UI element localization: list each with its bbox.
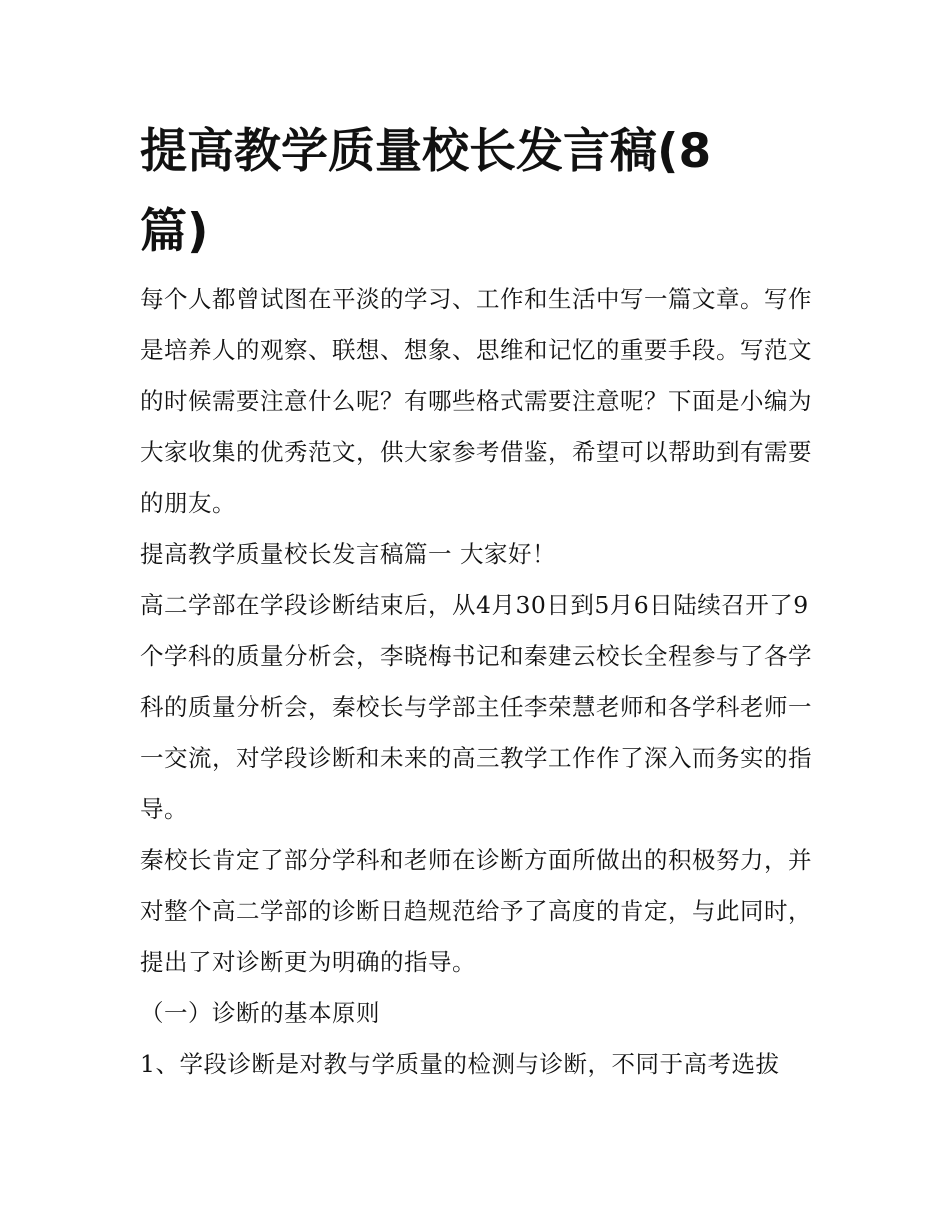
document-body: [140, 274, 820, 1090]
paragraph-subheading: （一）诊断的基本原则: [140, 999, 380, 1027]
paragraph-affirmation: 秦校长肯定了部分学科和老师在诊断方面所做出的积极努力，并对整个高二学部的诊断日趋规范给予了高度的肯定，与此同时，提出了对诊断更为明确的指导。: [140, 846, 812, 976]
document-title: 提高教学质量校长发言稿(8篇): [140, 124, 712, 259]
paragraph-principle-1: 1、学段诊断是对教与学质量的检测与诊断，不同于高考选拔: [140, 1050, 780, 1078]
paragraph-intro: 每个人都曾试图在平淡的学习、工作和生活中写一篇文章。写作是培养人的观察、联想、想象、思维和记忆的重要手段。写范文的时候需要注意什么呢？有哪些格式需要注意呢？下面是小编为大家收集的优秀范文，供大家参考借鉴，希望可以帮助到有需要的朋友。: [140, 285, 812, 517]
paragraph-meeting: 高二学部在学段诊断结束后，从4月30日到5月6日陆续召开了9个学科的质量分析会，李晓梅书记和秦建云校长全程参与了各学科的质量分析会，秦校长与学部主任李荣慧老师和各学科老师一一交流，对学段诊断和未来的高三教学工作作了深入而务实的指导。: [140, 591, 812, 823]
paragraph-section-heading: 提高教学质量校长发言稿篇一 大家好！: [140, 540, 556, 568]
